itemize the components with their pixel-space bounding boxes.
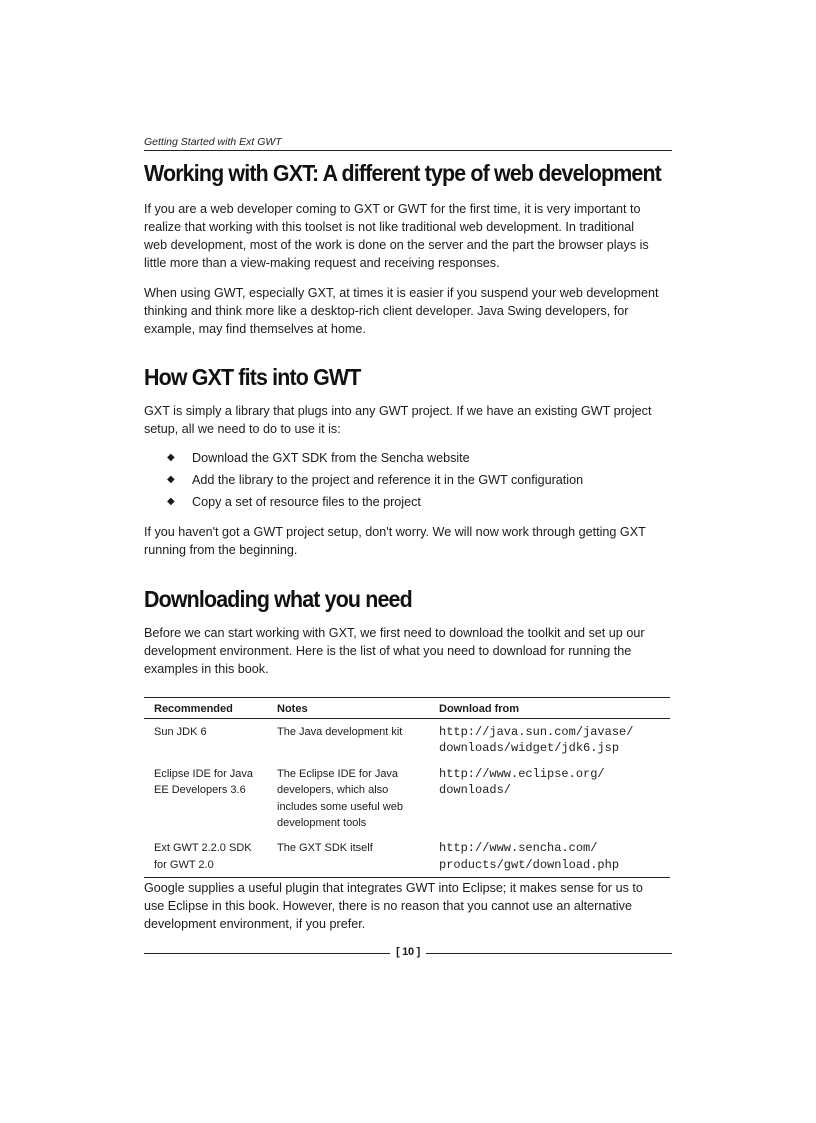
diamond-bullet-icon: ◆ [167,474,175,485]
text-line: examples in this book. [144,662,269,676]
cell-download-link[interactable]: http://www.eclipse.org/ downloads/ [439,766,605,798]
text-line: use Eclipse in this book. However, there is no reason that you cannot use an alternative [144,899,632,913]
text-line: little more than a view-making request and receiving responses. [144,256,500,270]
section-heading-working-with-gxt: Working with GXT: A different type of web development [144,160,661,186]
diamond-bullet-icon: ◆ [167,452,175,463]
text-line: When using GWT, especially GXT, at times it is easier if you suspend your web development [144,286,659,300]
list-item: ◆ Add the library to the project and reference it in the GWT configuration [144,469,664,491]
text-line: If you are a web developer coming to GXT or GWT for the first time, it is very important to [144,202,641,216]
column-header-download-from: Download from [429,698,670,719]
paragraph-gxt-library [144,402,668,438]
cell-download-link[interactable]: http://java.sun.com/javase/ downloads/widget/jdk6.jsp [439,725,634,756]
list-item: ◆ Download the GXT SDK from the Sencha website [144,447,664,469]
text-line: If you haven't got a GWT project setup, don't worry. We will now work through getting GXT [144,525,646,539]
text-line: web development, most of the work is done on the server and the part the browser plays is [144,238,649,252]
running-header: Getting Started with Ext GWT [144,136,672,151]
cell-notes: The Eclipse IDE for Java developers, which also includes some useful web development tools [277,767,403,830]
section-heading-downloading: Downloading what you need [144,586,412,612]
table-row [144,719,670,761]
text-line: Before we can start working with GXT, we first need to download the toolkit and set up our [144,626,645,640]
table-header-row [144,698,670,719]
table-row [144,835,670,877]
text-line: example, may find themselves at home. [144,322,366,336]
column-header-recommended: Recommended [144,698,267,719]
text-line: setup, all we need to do to use it is: [144,422,341,436]
cell-recommended: Sun JDK 6 [154,726,207,738]
cell-recommended: Eclipse IDE for Java EE Developers 3.6 [154,767,254,797]
text-line: Google supplies a useful plugin that integrates GWT into Eclipse; it makes sense for us to [144,881,643,895]
text-line: development environment. Here is the list of what you need to download for running the [144,644,632,658]
text-line: development environment, if you prefer. [144,917,366,931]
paragraph-gwt-thinking [144,284,668,338]
cell-notes: The Java development kit [277,726,403,738]
cell-download-link[interactable]: http://www.sencha.com/ products/gwt/download.php [429,835,670,877]
list-item: ◆ Copy a set of resource files to the project [144,491,664,513]
paragraph-no-project [144,523,668,559]
footer-rule-right [426,953,672,954]
text-line: GXT is simply a library that plugs into any GWT project. If we have an existing GWT project [144,404,652,418]
text-line: running from the beginning. [144,543,298,557]
page-footer [144,946,672,960]
text-line: thinking and think more like a desktop-rich client developer. Java Swing developers, for [144,304,629,318]
footer-rule-left [144,953,390,954]
paragraph-before-start [144,624,668,678]
downloads-table [144,697,670,878]
text-line: realize that working with this toolset is not like traditional web development. In traditional [144,220,635,234]
section-heading-how-gxt-fits: How GXT fits into GWT [144,364,361,390]
table-row [144,761,670,836]
cell-notes: The GXT SDK itself [267,835,429,877]
diamond-bullet-icon: ◆ [167,496,175,507]
cell-recommended: Ext GWT 2.2.0 SDK for GWT 2.0 [144,835,267,877]
paragraph-intro [144,200,668,272]
steps-list [144,447,664,513]
paragraph-eclipse-plugin [144,879,668,933]
column-header-notes: Notes [267,698,429,719]
page-number: [ 10 ] [396,946,420,958]
